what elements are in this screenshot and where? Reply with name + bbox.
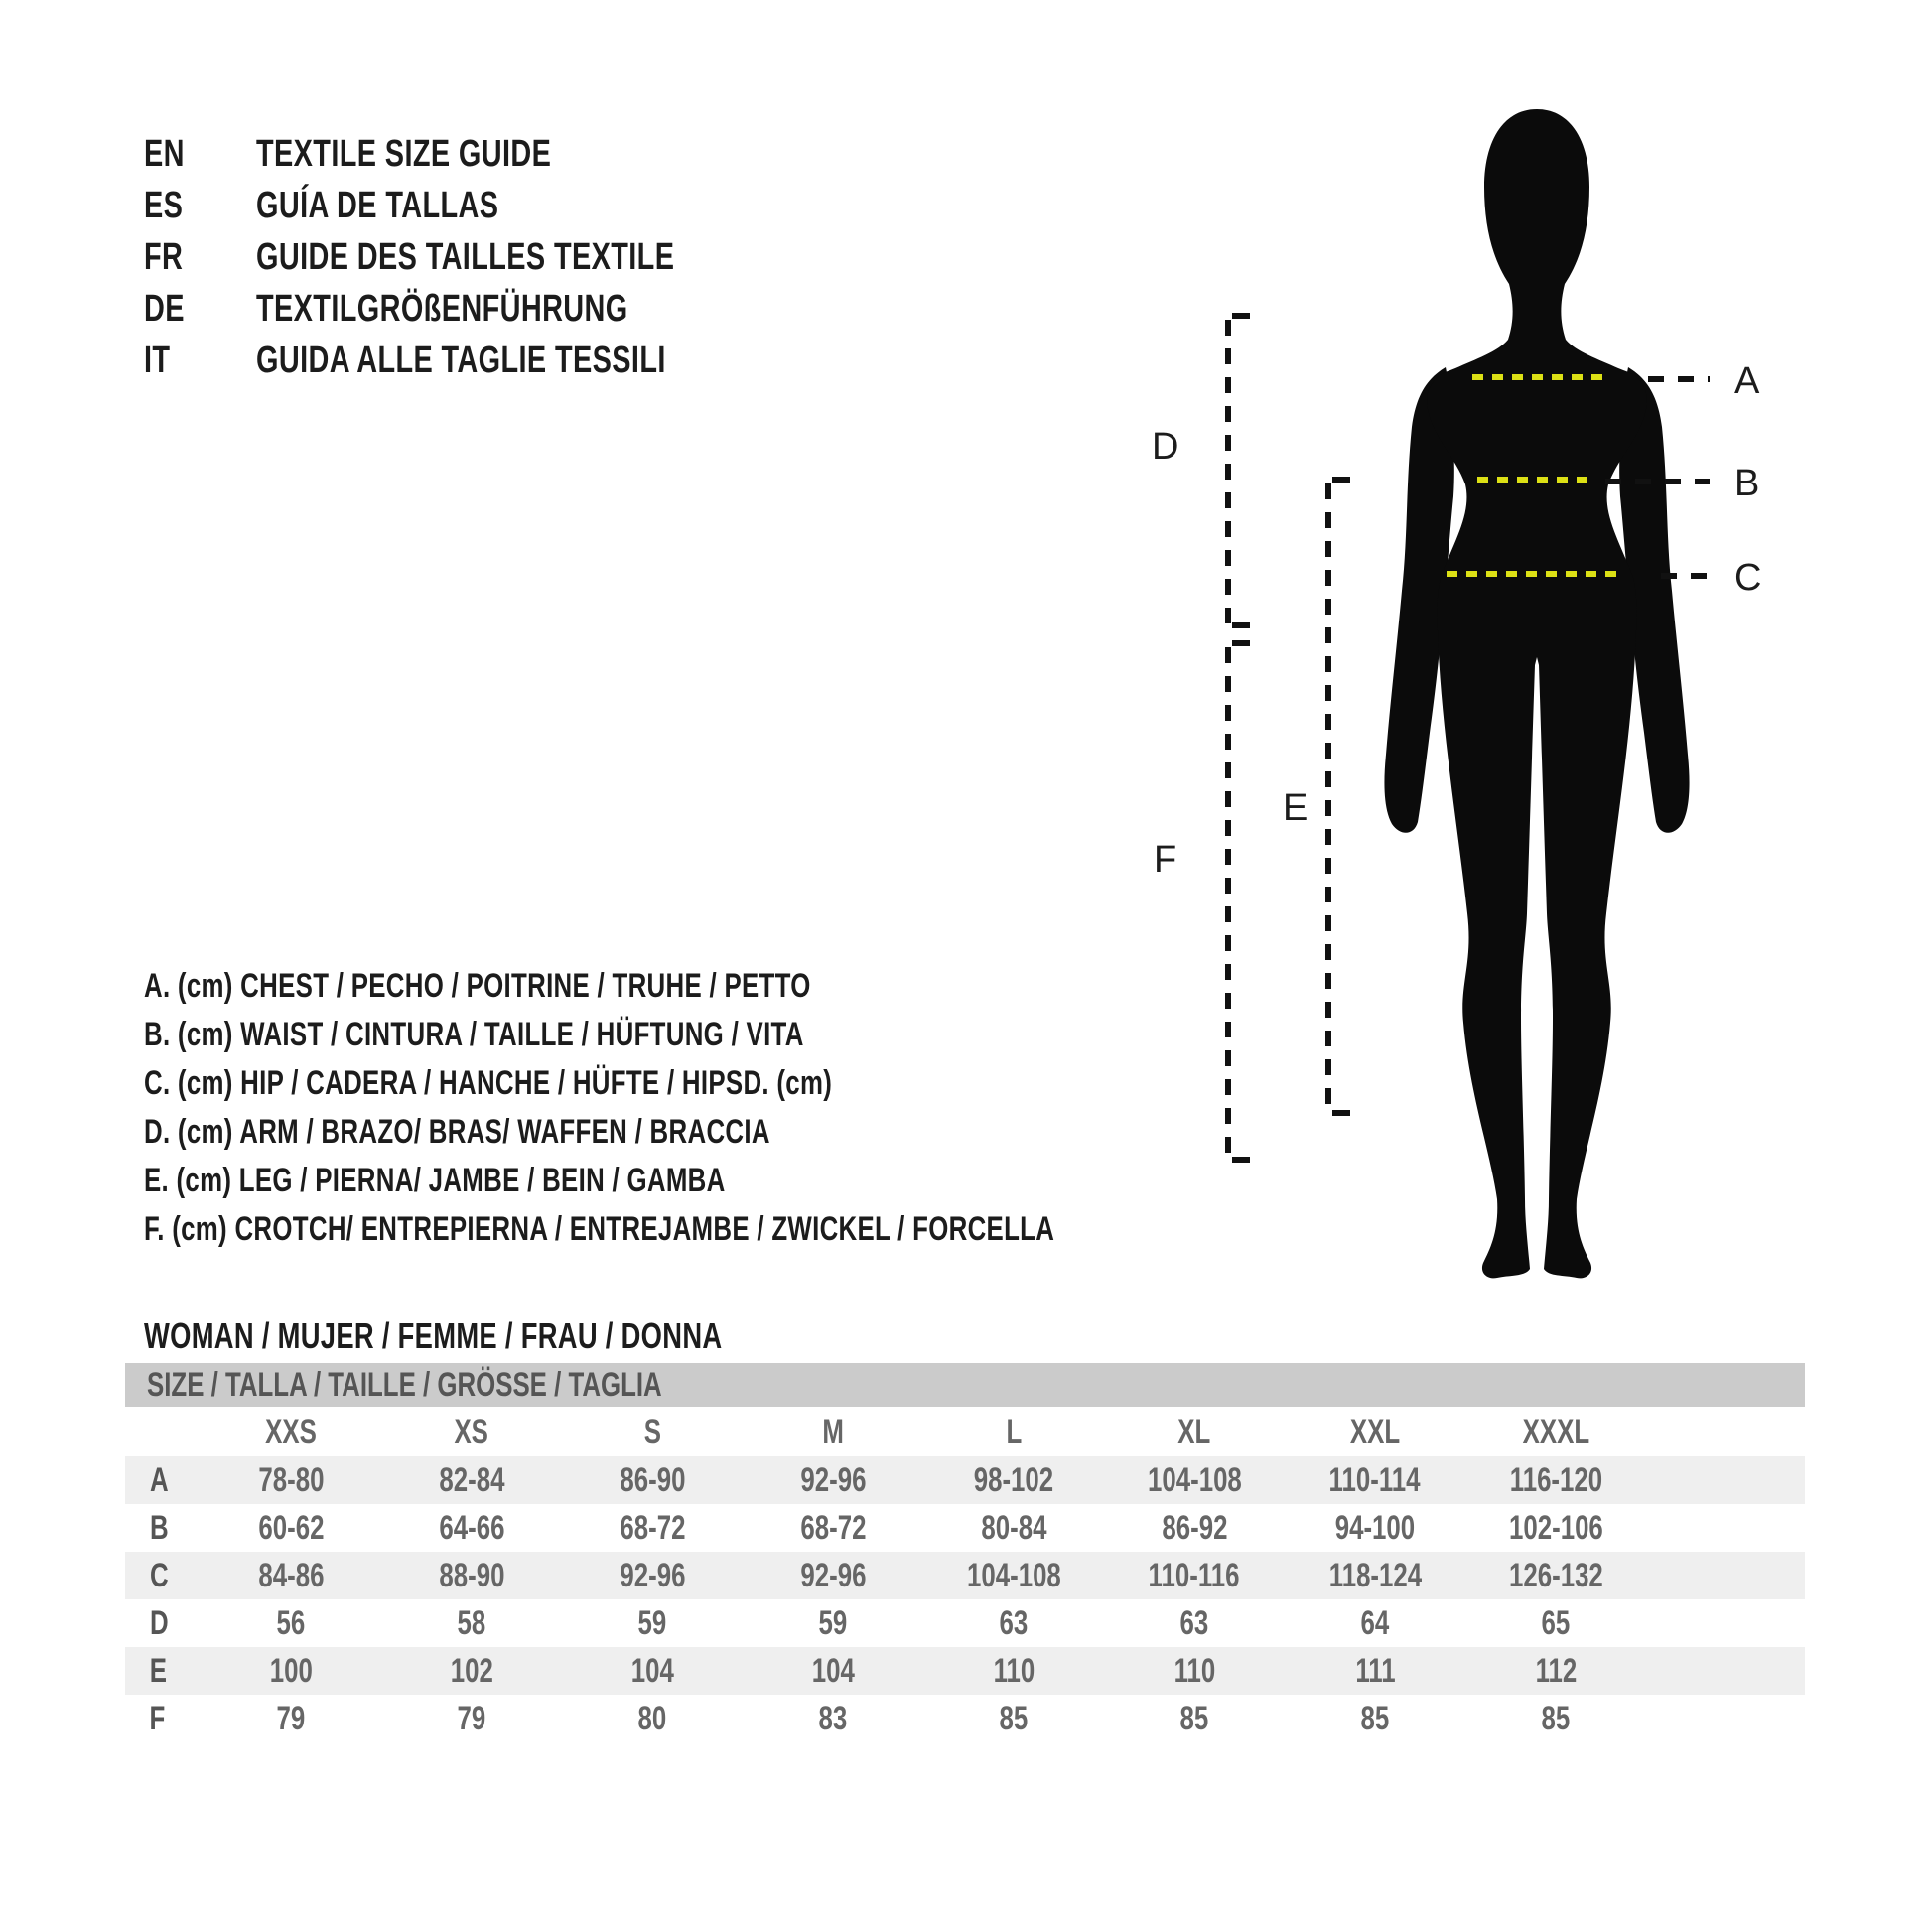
- legend-item-waist: B. (cm) WAIST / CINTURA / TAILLE / HÜFTUNG / VITA: [144, 1016, 804, 1053]
- lang-row-es: [144, 180, 806, 231]
- size-table-header-bar: [125, 1363, 1805, 1407]
- label-crotch-f: F: [1154, 839, 1177, 881]
- body-shape: [1427, 109, 1647, 1278]
- table-row-leg: E 100 102 104 104 110 110 111 112: [125, 1647, 1805, 1695]
- measurement-legend: [144, 962, 1342, 1254]
- legend-item-chest: A. (cm) CHEST / PECHO / POITRINE / TRUHE / PETTO: [144, 967, 811, 1005]
- lang-code-en: EN: [144, 132, 185, 175]
- row-label: E: [149, 1651, 167, 1690]
- table-row-crotch: F 79 79 80 83 85 85 85 85: [149, 1699, 1571, 1737]
- label-hip-c: C: [1734, 557, 1762, 599]
- legend-item-hip: C. (cm) HIP / CADERA / HANCHE / HÜFTE / HIPSD. (cm): [144, 1064, 833, 1102]
- legend-item-leg: E. (cm) LEG / PIERNA/ JAMBE / BEIN / GAMBA: [144, 1162, 726, 1199]
- lang-title-de: TEXTILGRÖßENFÜHRUNG: [256, 287, 628, 330]
- lang-title-en: TEXTILE SIZE GUIDE: [256, 132, 552, 175]
- label-chest-a: A: [1734, 360, 1760, 402]
- label-arm-d: D: [1152, 426, 1179, 468]
- lang-title-fr: GUIDE DES TAILLES TEXTILE: [256, 235, 675, 278]
- row-label: D: [149, 1603, 169, 1642]
- audience-heading: WOMAN / MUJER / FEMME / FRAU / DONNA: [144, 1315, 723, 1356]
- legend-item-arm: D. (cm) ARM / BRAZO/ BRAS/ WAFFEN / BRACCIA: [144, 1113, 770, 1151]
- table-row-chest: A 78-80 82-84 86-90 92-96 98-102 104-108 110-114 116-120: [125, 1456, 1805, 1504]
- size-col-m: M: [822, 1412, 844, 1450]
- row-label: B: [149, 1508, 169, 1547]
- legend-item-crotch: F. (cm) CROTCH/ ENTREPIERNA / ENTREJAMBE / ZWICKEL / FORCELLA: [144, 1210, 1055, 1248]
- size-table: [125, 1363, 1805, 1742]
- row-label: C: [149, 1556, 169, 1594]
- lang-code-it: IT: [144, 339, 171, 381]
- lang-row-fr: [144, 231, 806, 283]
- lang-row-en: [144, 128, 806, 180]
- lang-code-de: DE: [144, 287, 185, 330]
- lang-title-it: GUIDA ALLE TAGLIE TESSILI: [256, 339, 666, 381]
- lang-row-de: [144, 283, 806, 335]
- size-columns-row: [125, 1407, 1805, 1456]
- table-row-arm: D 56 58 59 59 63 63 64 65: [149, 1603, 1571, 1642]
- row-label: F: [149, 1699, 166, 1737]
- lang-code-fr: FR: [144, 235, 184, 278]
- label-leg-e: E: [1283, 787, 1309, 829]
- lang-code-es: ES: [144, 184, 184, 226]
- language-title-block: [144, 128, 806, 386]
- size-col-s: S: [643, 1412, 661, 1450]
- lang-title-es: GUÍA DE TALLAS: [256, 184, 499, 226]
- label-waist-b: B: [1734, 463, 1760, 504]
- size-col-xxxl: XXXL: [1522, 1412, 1589, 1450]
- table-row-waist: B 60-62 64-66 68-72 68-72 80-84 86-92 94-100 102-106: [149, 1508, 1603, 1547]
- size-col-xxl: XXL: [1349, 1412, 1401, 1450]
- table-row-hip: C 84-86 88-90 92-96 92-96 104-108 110-116 118-124 126-132: [125, 1552, 1805, 1599]
- size-col-l: L: [1006, 1412, 1022, 1450]
- lang-row-it: [144, 335, 806, 386]
- size-col-xl: XL: [1177, 1412, 1211, 1450]
- size-col-xs: XS: [454, 1412, 489, 1450]
- size-col-xxs: XXS: [265, 1412, 317, 1450]
- size-table-header-label: SIZE / TALLA / TAILLE / GRÖSSE / TAGLIA: [147, 1365, 662, 1404]
- row-label: A: [149, 1460, 169, 1499]
